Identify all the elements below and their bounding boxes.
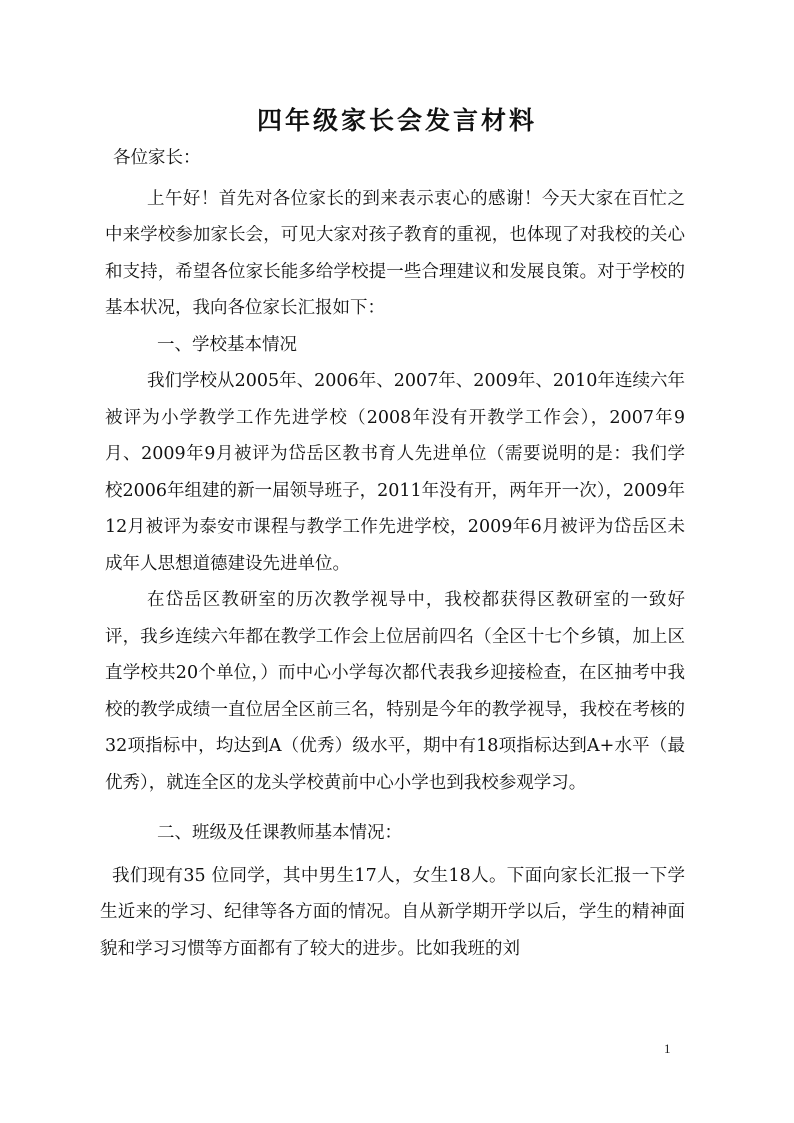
section-1-paragraph-2: 在岱岳区教研室的历次教学视导中，我校都获得区教研室的一致好评，我乡连续六年都在教学工作会上位居前四名（全区十七个乡镇，加上区直学校共20个单位，）而中心小学每次都代表我乡迎接检查，在区抽考中我校的教学成绩一直位居全区前三名，特别是今年的教学视导，我校在考核的32项指标中，均达到A（优秀）级水平，期中有18项指标达到A+水平（最优秀），就连全区的龙头学校黄前中心小学也到我校参观学习。 [105, 590, 685, 793]
section-1-paragraph-1: 我们学校从2005年、2006年、2007年、2009年、2010年连续六年被评为小学教学工作先进学校（2008年没有开教学工作会），2007年9月、2009年9月被评为岱岳区教书育人先进单位（需要说明的是：我们学校2006年组建的新一届领导班子，2011年没有开，两年开一次），2009年12月被评为泰安市课程与教学工作先进学校，2009年6月被评为岱岳区未成年人思想道德建设先进单位。 [105, 371, 685, 574]
section-1-heading: 一、学校基本情况 [157, 334, 297, 355]
document-body [100, 140, 685, 967]
section-2-heading: 二、班级及任课教师基本情况： [157, 823, 402, 843]
page-number: 1 [664, 1041, 671, 1056]
section-2-paragraph-1: 我们现有35 位同学，其中男生17人，女生18人。下面向家长汇报一下学生近来的学习、纪律等各方面的情况。自从新学期开学以后，学生的精神面貌和学习习惯等方面都有了较大的进步。比如我班的刘 [100, 865, 685, 959]
document-title: 四年级家长会发言材料 [256, 106, 537, 135]
intro-paragraph: 上午好！首先对各位家长的到来表示衷心的感谢！今天大家在百忙之中来学校参加家长会，可见大家对孩子教育的重视，也体现了对我校的关心和支持，希望各位家长能多给学校提一些合理建议和发展良策。对于学校的基本状况，我向各位家长汇报如下： [105, 188, 685, 318]
salutation: 各位家长： [113, 148, 201, 168]
